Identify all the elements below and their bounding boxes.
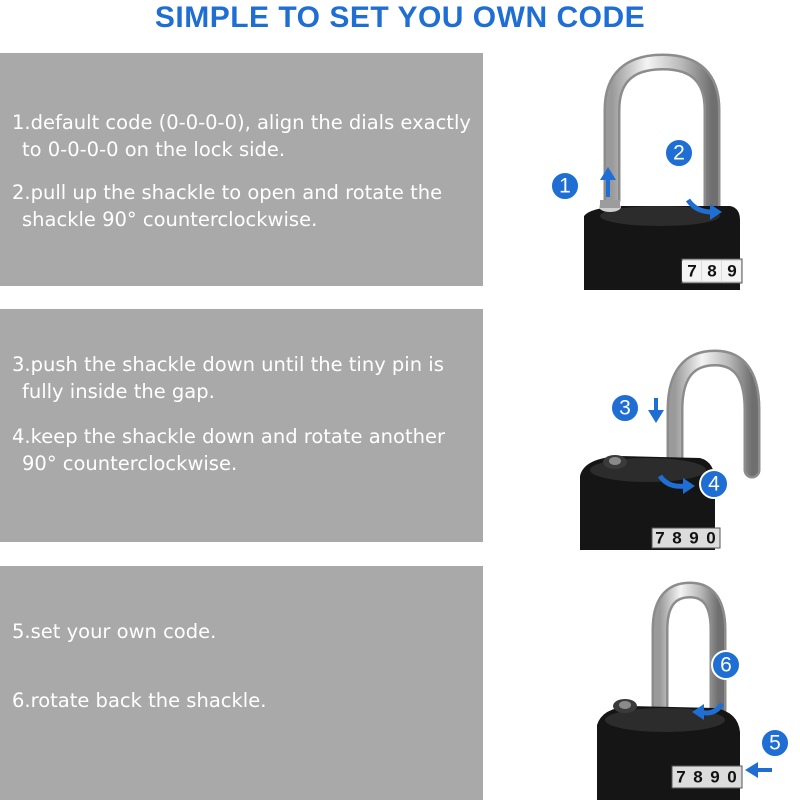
step-5 [12,618,477,645]
step-4 [12,423,477,477]
padlock-illustration-2 [500,300,800,550]
code-dials [682,259,742,283]
dial-digit: 9 [689,528,699,548]
code-dials [672,766,742,788]
down-arrow-icon [648,398,664,423]
svg-text:2: 2 [673,141,685,165]
dial-digit: 8 [707,261,717,281]
dial-digit: 0 [706,528,716,548]
step-3-line-1: 3.push the shackle down until the tiny pin is [12,353,444,376]
svg-text:5: 5 [769,731,781,755]
step-6-line-1: 6.rotate back the shackle. [12,689,267,712]
left-arrow-icon [745,762,772,778]
dial-digit: 8 [672,528,682,548]
step-badge-2 [665,139,693,167]
svg-text:3: 3 [619,396,631,420]
dial-digit: 9 [727,261,737,281]
dial-digit: 0 [727,767,737,787]
code-dials [652,528,720,548]
dial-digit: 7 [687,261,697,281]
step-badge-6 [712,651,740,679]
padlock-illustration [500,300,800,550]
step-2-line-2: shackle 90° counterclockwise. [22,208,318,231]
padlock-illustration [500,40,800,290]
padlock-illustration-1 [500,40,800,290]
step-3 [12,351,477,405]
step-badge-1 [551,172,579,200]
step-1 [12,109,477,163]
step-badge-5 [761,729,789,757]
step-1-line-1: 1.default code (0-0-0-0), align the dials exactly [12,111,471,134]
step-1-line-2: to 0-0-0-0 on the lock side. [22,138,286,161]
step-4-line-1: 4.keep the shackle down and rotate another [12,425,445,448]
step-5-line-1: 5.set your own code. [12,620,217,643]
step-2 [12,179,477,233]
page-title: SIMPLE TO SET YOU OWN CODE [154,1,646,34]
dial-digit: 7 [676,767,686,787]
step-badge-3 [611,394,639,422]
svg-text:6: 6 [720,653,732,677]
padlock-illustration-3 [500,560,800,800]
svg-text:1: 1 [559,174,571,198]
dial-digit: 9 [710,767,720,787]
step-badge-4 [700,470,728,498]
dial-digit: 7 [655,528,665,548]
instruction-panel-1 [0,53,483,286]
step-4-line-2: 90° counterclockwise. [22,452,238,475]
svg-text:4: 4 [708,472,720,496]
dial-digit: 8 [693,767,703,787]
step-2-line-1: 2.pull up the shackle to open and rotate the [12,181,443,204]
instruction-panel-3 [0,566,483,800]
instruction-panel-2 [0,309,483,542]
step-3-line-2: fully inside the gap. [22,380,215,403]
step-6 [12,687,477,714]
shackle [612,62,712,210]
padlock-illustration [500,560,800,800]
